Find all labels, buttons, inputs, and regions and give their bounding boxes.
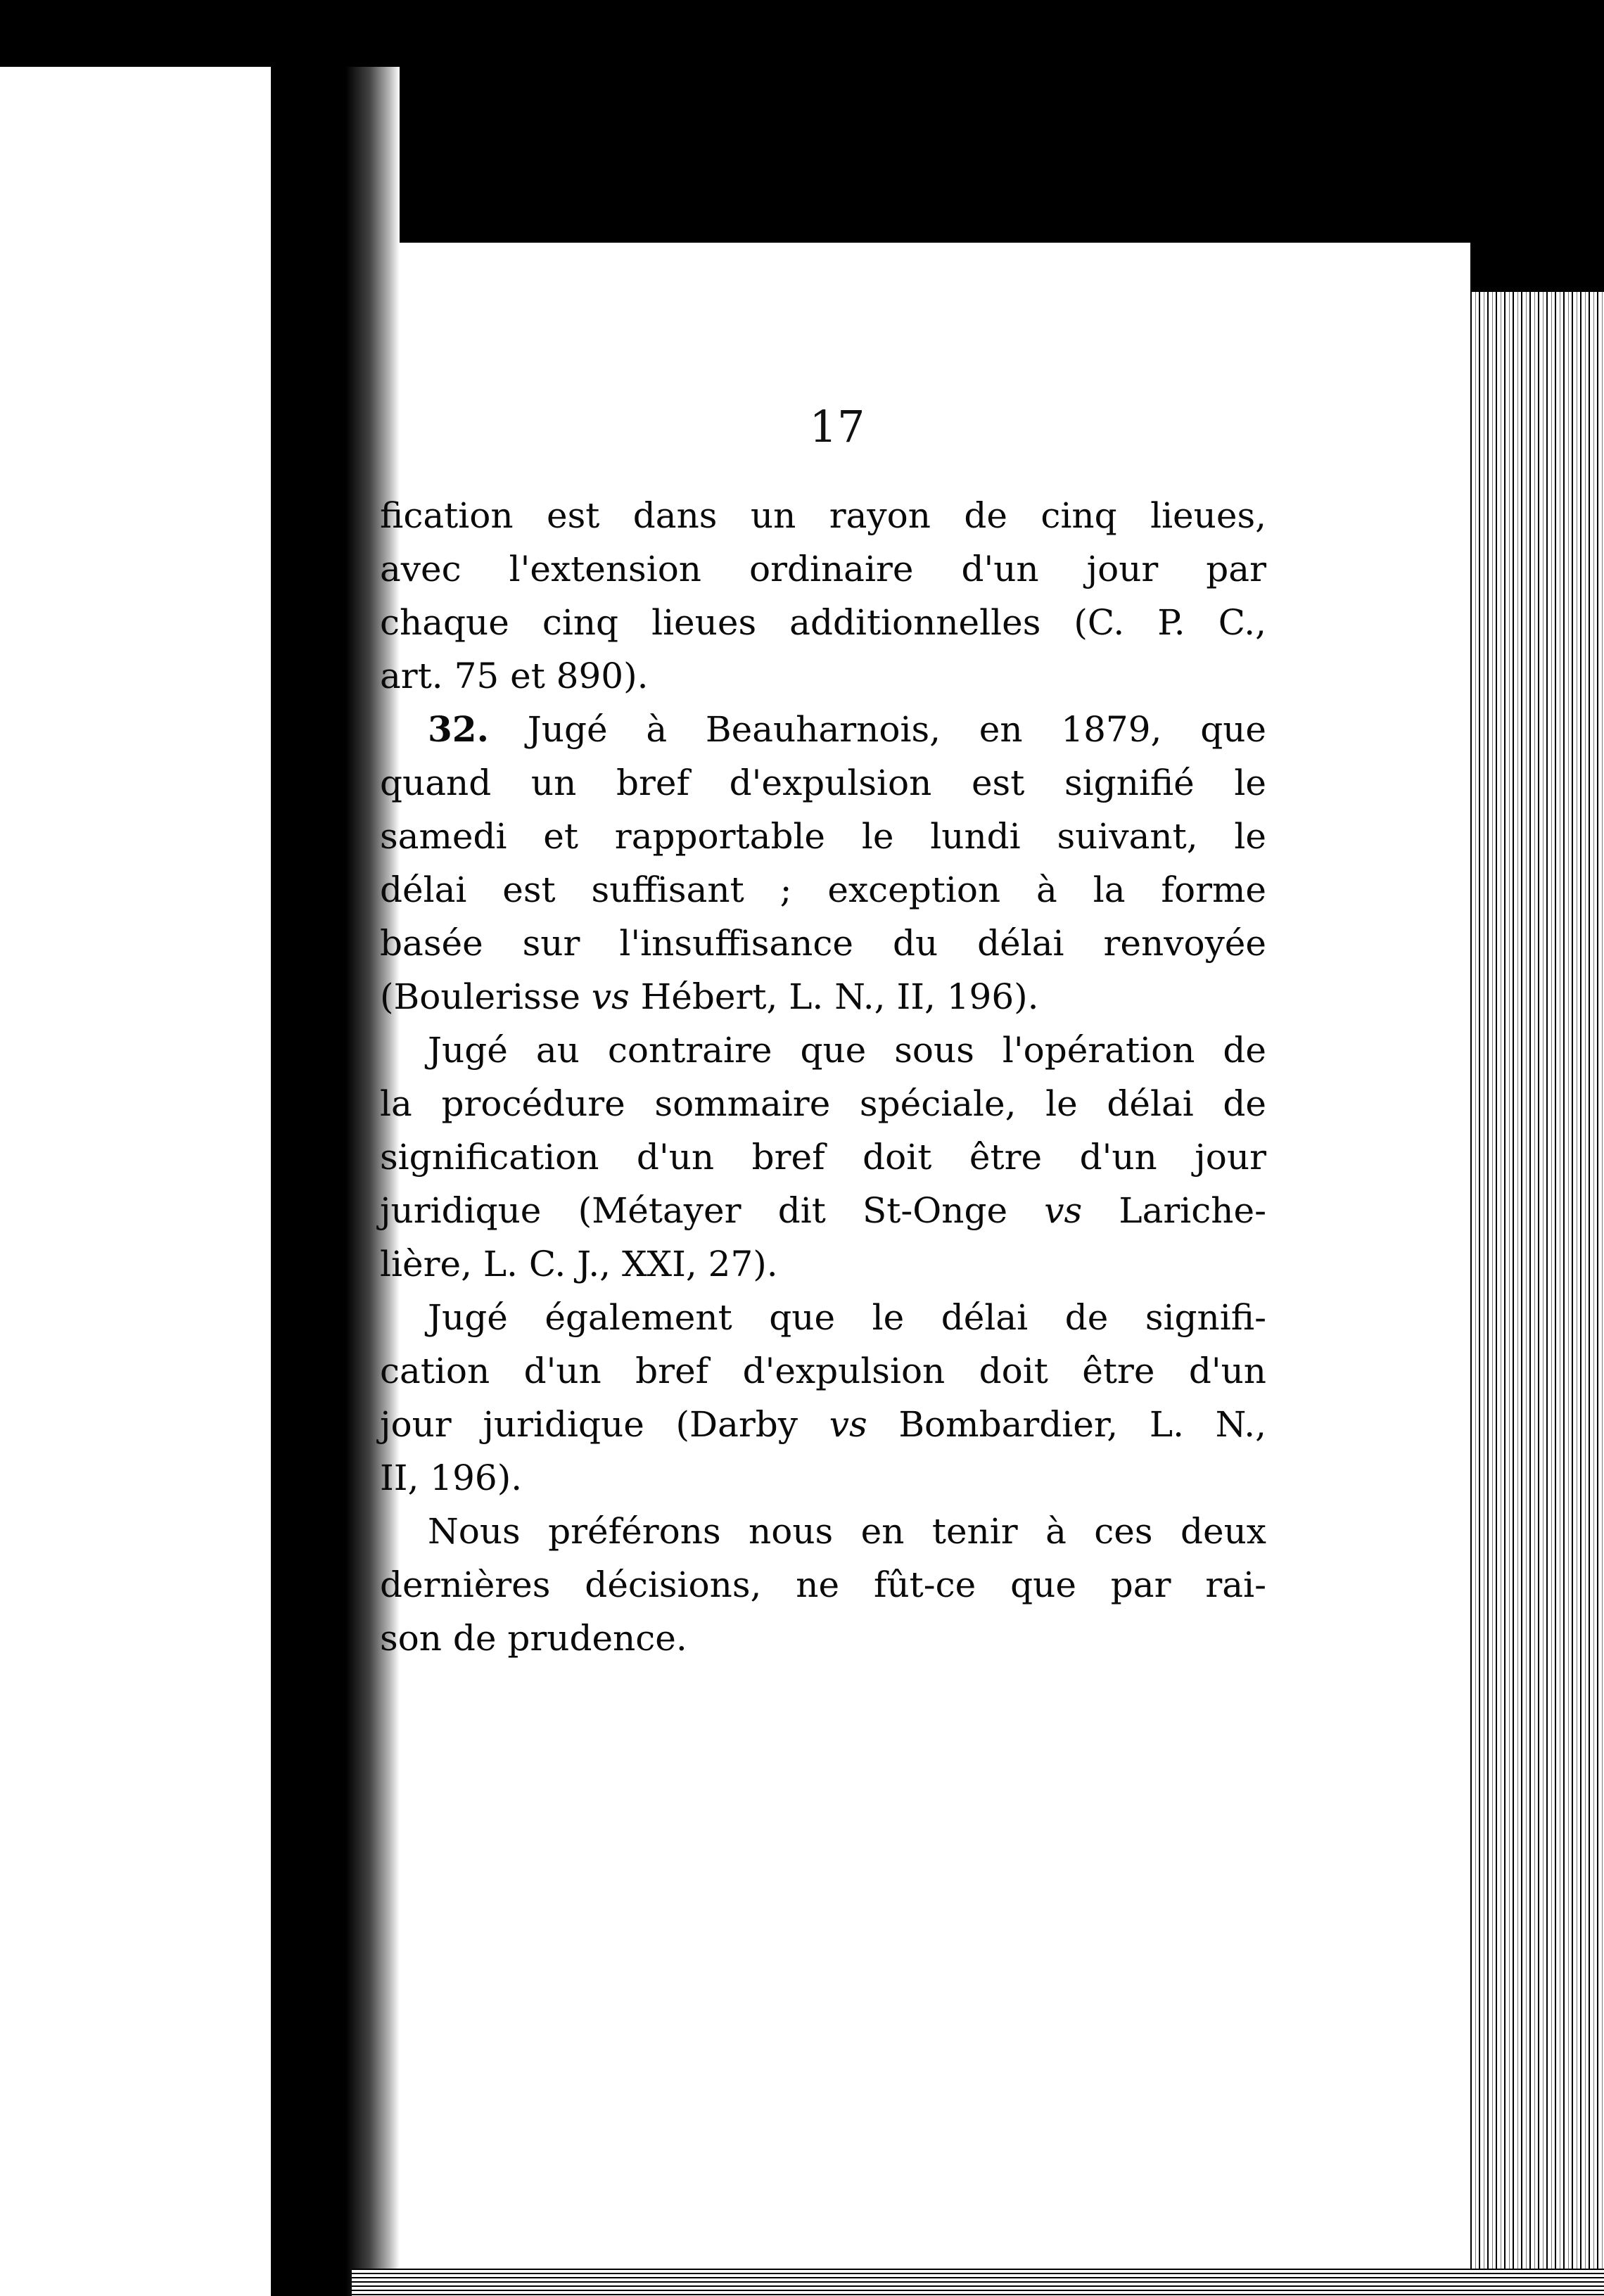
text-line: avec l'extension ordinaire d'un jour par [380, 549, 1266, 589]
text-line: quand un bref d'expulsion est signifié le [380, 763, 1266, 803]
text-line: son de prudence. [380, 1618, 687, 1659]
text-line: chaque cinq lieues additionnelles (C. P. C., [380, 602, 1266, 643]
page-number: 17 [809, 401, 865, 452]
text-line: délai est suffisant ; exception à la forme [380, 869, 1266, 910]
text-line: signification d'un bref doit être d'un jour [380, 1137, 1266, 1178]
paragraph-number: 32. [428, 708, 489, 750]
text-line: lière, L. C. J., XXI, 27). [380, 1244, 778, 1284]
versus-abbreviation: vs [1044, 1190, 1083, 1231]
text-line: la procédure sommaire spéciale, le délai de [380, 1083, 1266, 1124]
left-leaf-edge [271, 67, 281, 2296]
text-line: samedi et rapportable le lundi suivant, le [380, 816, 1266, 857]
bottom-page-edge [352, 2269, 1604, 2296]
text-line: jour juridique (Darby vs Bombardier, L. N., [380, 1404, 1266, 1445]
versus-abbreviation: vs [829, 1404, 867, 1445]
text-fragment: Jugé à Beauharnois, en 1879, que [489, 709, 1266, 750]
text-line: fication est dans un rayon de cinq lieues, [380, 495, 1266, 536]
text-line: II, 196). [380, 1458, 523, 1498]
text-line: Nous préférons nous en tenir à ces deux [428, 1511, 1266, 1552]
text-line: Jugé au contraire que sous l'opération de [428, 1030, 1266, 1071]
text-line: art. 75 et 890). [380, 656, 649, 696]
text-line: Jugé également que le délai de signifi- [428, 1297, 1266, 1338]
body-text [380, 489, 1266, 1665]
page-edge-shadow [1470, 243, 1604, 292]
text-line: dernières décisions, ne fût-ce que par rai- [380, 1564, 1266, 1605]
versus-abbreviation: vs [591, 976, 630, 1017]
text-line: cation d'un bref d'expulsion doit être d'un [380, 1351, 1266, 1391]
numbered-paragraph-first-line [380, 703, 1266, 756]
text-line: juridique (Métayer dit St-Onge vs Lariche- [380, 1190, 1266, 1231]
page-edge-stack [1470, 243, 1604, 2296]
text-line: (Boulerisse vs Hébert, L. N., II, 196). [380, 976, 1039, 1017]
text-line: basée sur l'insuffisance du délai renvoyée [380, 923, 1266, 964]
